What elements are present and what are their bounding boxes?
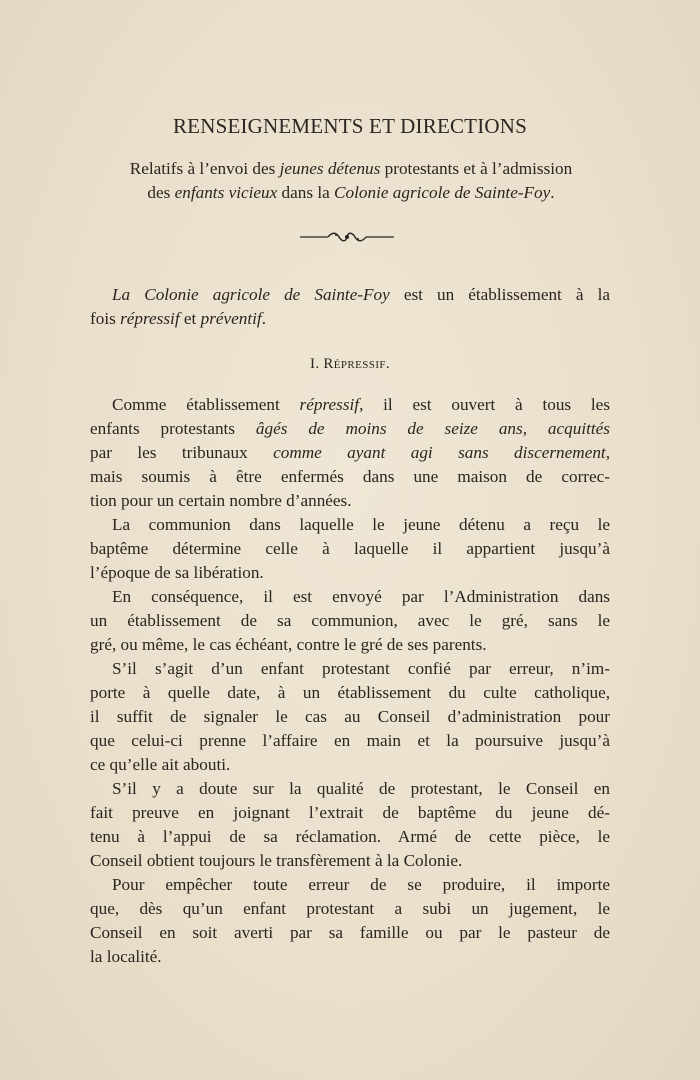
intro-line-2 <box>90 307 610 331</box>
text-line: S’il y a doute sur la qualité de protestant, le Conseil en <box>112 779 610 798</box>
section-heading <box>0 356 700 373</box>
text-run: , il est ouvert à tous les <box>359 395 610 414</box>
text-run: , <box>522 419 548 438</box>
text-line: mais soumis à être enfermés dans une maison de correc- <box>90 467 610 486</box>
subtitle-italic: Colonie agricole de Sainte-Foy <box>334 183 551 202</box>
text-line: Conseil obtient toujours le transfèrement à la Colonie. <box>90 851 463 870</box>
subtitle-text: protestants et à l’admission <box>380 159 573 178</box>
text-line: La communion dans laquelle le jeune détenu a reçu le <box>112 515 610 534</box>
section-word: Répressif. <box>323 356 391 372</box>
subtitle-text: Relatifs à l’envoi des <box>129 159 280 178</box>
intro-italic: répressif <box>120 309 180 328</box>
text-line: l’époque de sa libération. <box>90 563 264 582</box>
section-number: I. <box>309 356 320 372</box>
text-line: porte à quelle date, à un établissement du culte catholique, <box>90 683 610 702</box>
text-line: que celui-ci prenne l’affaire en main et la poursuive jusqu’à <box>90 731 610 750</box>
intro-italic: préventif <box>200 309 262 328</box>
text-run: , <box>605 443 610 462</box>
intro-line-1 <box>90 283 610 307</box>
text-line: un établissement de sa communion, avec le gré, sans le <box>90 611 610 630</box>
subtitle-italic: jeunes détenus <box>279 159 381 178</box>
subtitle-text: dans la <box>277 183 335 202</box>
subtitle-line-2 <box>86 181 616 205</box>
subtitle-text: . <box>550 183 555 202</box>
text-run: par les tribunaux <box>90 443 274 462</box>
text-line: il suffit de signaler le cas au Conseil d’administration pour <box>90 707 610 726</box>
text-line: tion pour un certain nombre d’années. <box>90 491 352 510</box>
text-line <box>90 393 610 417</box>
intro-text: fois <box>90 309 121 328</box>
text-line <box>90 417 610 441</box>
text-line: fait preuve en joignant l’extrait de baptême du jeune dé- <box>90 803 610 822</box>
intro-italic: La Colonie agricole de Sainte-Foy <box>112 285 390 304</box>
text-line: la localité. <box>90 947 162 966</box>
intro-paragraph <box>90 283 610 331</box>
text-line: gré, ou même, le cas échéant, contre le gré de ses parents. <box>90 635 487 654</box>
text-line <box>90 441 610 465</box>
subtitle-line-1 <box>86 157 616 181</box>
intro-text: . <box>261 309 266 328</box>
italic-run: acquittés <box>547 419 610 438</box>
intro-text: est un établissement à la <box>389 285 610 304</box>
italic-run: âgés de moins de seize ans <box>255 419 523 438</box>
page-title: RENSEIGNEMENTS ET DIRECTIONS <box>172 114 528 138</box>
text-line: que, dès qu’un enfant protestant a subi un jugement, le <box>90 899 610 918</box>
italic-run: répressif <box>299 395 360 414</box>
text-line: Pour empêcher toute erreur de se produire, il importe <box>112 875 610 894</box>
intro-text: et <box>179 309 201 328</box>
subtitle-text: des <box>147 183 175 202</box>
subtitle-italic: enfants vicieux <box>174 183 278 202</box>
text-line: ce qu’elle ait abouti. <box>90 755 231 774</box>
text-run: enfants protestants <box>90 419 256 438</box>
text-line: tenu à l’appui de sa réclamation. Armé de cette pièce, le <box>90 827 610 846</box>
decorative-rule-icon <box>298 230 396 244</box>
text-line: baptême détermine celle à laquelle il appartient jusqu’à <box>90 539 610 558</box>
text-line: En conséquence, il est envoyé par l’Administration dans <box>112 587 610 606</box>
subtitle <box>86 157 616 205</box>
italic-run: comme ayant agi sans discernement <box>273 443 606 462</box>
text-line: S’il s’agit d’un enfant protestant confié par erreur, n’im- <box>112 659 610 678</box>
text-line: Conseil en soit averti par sa famille ou par le pasteur de <box>90 923 610 942</box>
body-text <box>90 393 610 969</box>
text-run: Comme établissement <box>112 395 300 414</box>
